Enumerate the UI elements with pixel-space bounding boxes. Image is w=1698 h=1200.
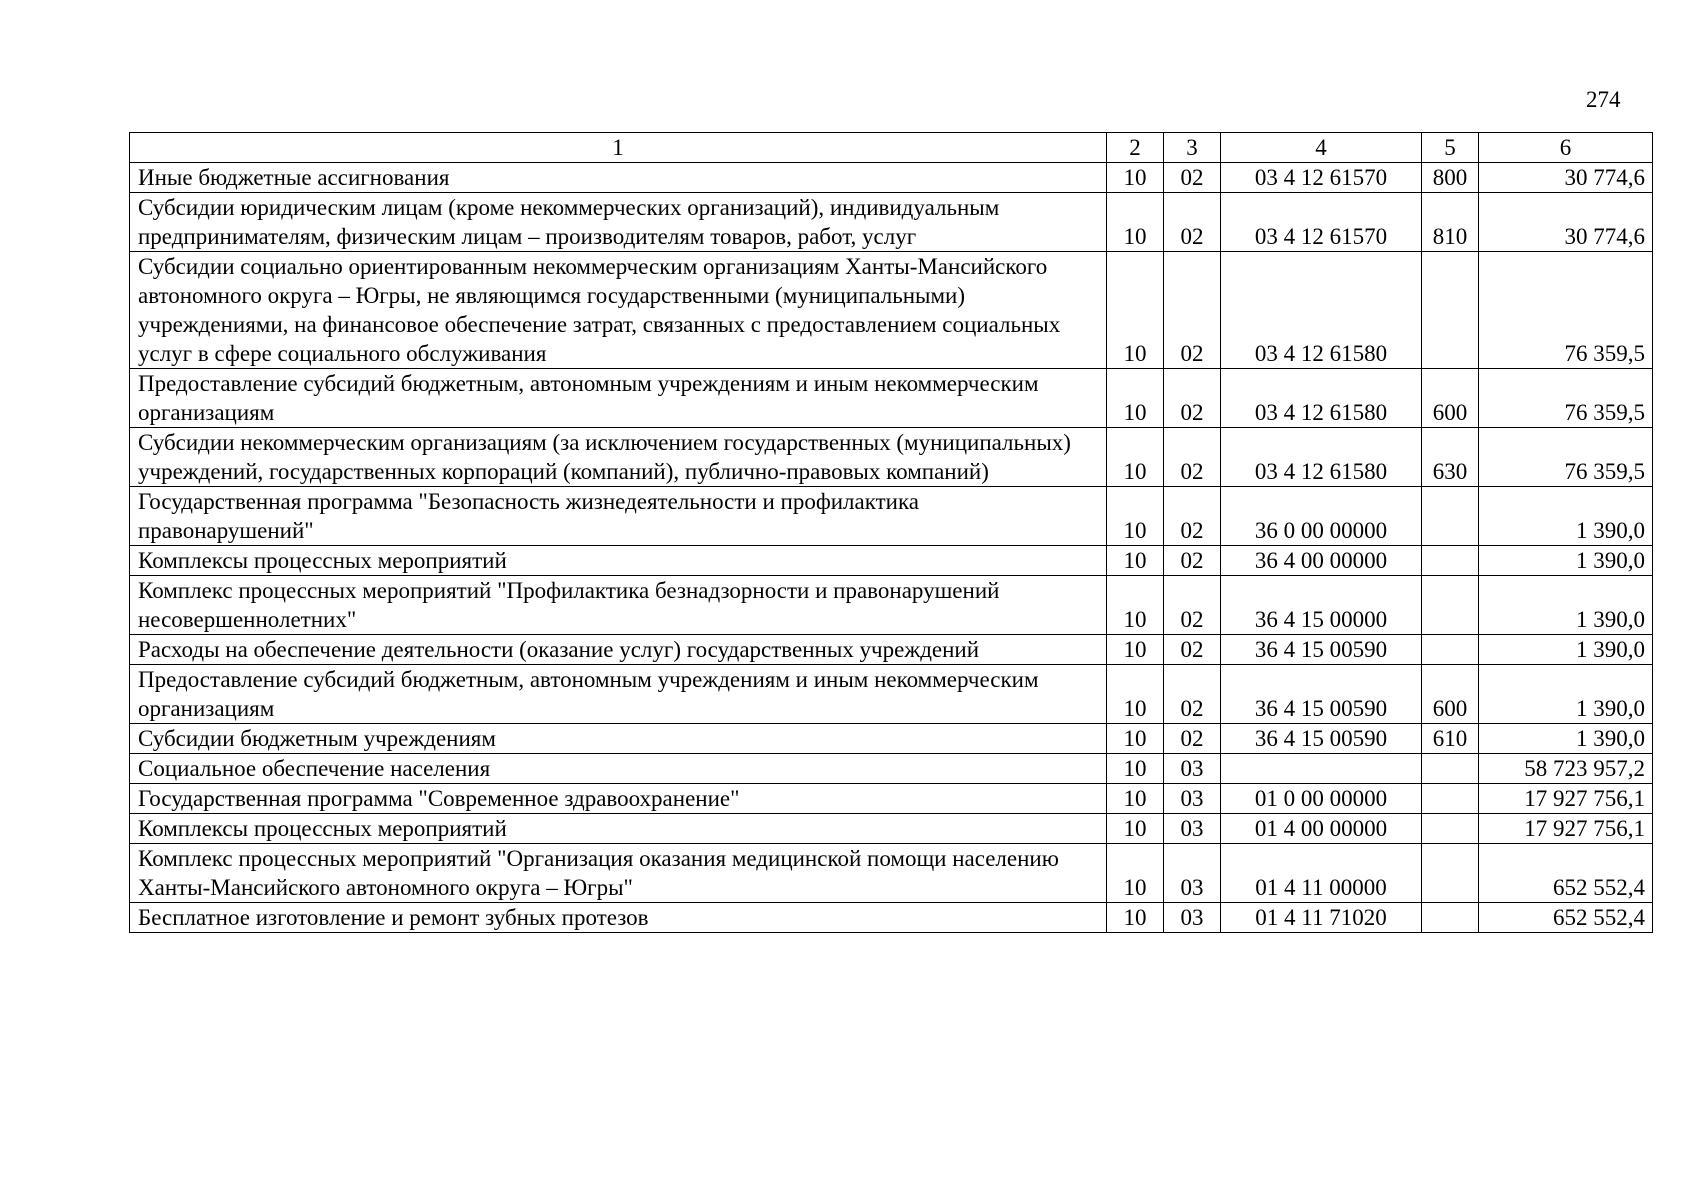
cell-amount: 652 552,4	[1479, 844, 1653, 903]
cell-section: 10	[1107, 369, 1164, 428]
cell-expense-type: 630	[1422, 428, 1479, 487]
table-row	[130, 546, 1653, 576]
table-row	[130, 814, 1653, 844]
table-row	[130, 163, 1653, 193]
cell-amount: 1 390,0	[1479, 724, 1653, 754]
cell-name: Социальное обеспечение населения	[130, 754, 1107, 784]
cell-amount: 76 359,5	[1479, 369, 1653, 428]
cell-expense-type	[1422, 754, 1479, 784]
cell-subsection: 02	[1164, 193, 1221, 252]
cell-name: Расходы на обеспечение деятельности (оказание услуг) государственных учреждений	[130, 635, 1107, 665]
cell-subsection: 02	[1164, 635, 1221, 665]
cell-target-article: 36 0 00 00000	[1221, 487, 1422, 546]
cell-name: Субсидии некоммерческим организациям (за исключением государственных (муниципальных) учреждений, государственных корпораций (компаний), публично-правовых компаний)	[130, 428, 1107, 487]
cell-subsection: 03	[1164, 903, 1221, 933]
cell-expense-type: 600	[1422, 665, 1479, 724]
cell-expense-type	[1422, 487, 1479, 546]
cell-target-article: 36 4 15 00590	[1221, 635, 1422, 665]
cell-target-article: 03 4 12 61570	[1221, 163, 1422, 193]
table-row	[130, 635, 1653, 665]
cell-target-article: 03 4 12 61580	[1221, 428, 1422, 487]
cell-target-article: 36 4 15 00590	[1221, 665, 1422, 724]
cell-expense-type	[1422, 546, 1479, 576]
cell-name: Иные бюджетные ассигнования	[130, 163, 1107, 193]
table-row	[130, 576, 1653, 635]
cell-expense-type: 810	[1422, 193, 1479, 252]
cell-target-article: 36 4 15 00000	[1221, 576, 1422, 635]
cell-expense-type	[1422, 814, 1479, 844]
cell-expense-type	[1422, 903, 1479, 933]
cell-subsection: 02	[1164, 428, 1221, 487]
table-row	[130, 193, 1653, 252]
column-header-target-article: 4	[1221, 133, 1422, 163]
cell-name: Государственная программа "Современное здравоохранение"	[130, 784, 1107, 814]
cell-subsection: 02	[1164, 724, 1221, 754]
table-row	[130, 428, 1653, 487]
table-row	[130, 665, 1653, 724]
cell-section: 10	[1107, 635, 1164, 665]
cell-amount: 1 390,0	[1479, 635, 1653, 665]
cell-subsection: 03	[1164, 814, 1221, 844]
cell-section: 10	[1107, 665, 1164, 724]
cell-expense-type: 600	[1422, 369, 1479, 428]
cell-name: Государственная программа "Безопасность жизнедеятельности и профилактика правонарушений"	[130, 487, 1107, 546]
cell-section: 10	[1107, 844, 1164, 903]
cell-subsection: 03	[1164, 754, 1221, 784]
cell-section: 10	[1107, 903, 1164, 933]
cell-section: 10	[1107, 754, 1164, 784]
column-header-expense-type: 5	[1422, 133, 1479, 163]
column-header-subsection: 3	[1164, 133, 1221, 163]
cell-amount: 76 359,5	[1479, 428, 1653, 487]
cell-amount: 17 927 756,1	[1479, 784, 1653, 814]
table-row	[130, 844, 1653, 903]
cell-amount: 30 774,6	[1479, 193, 1653, 252]
table-row	[130, 903, 1653, 933]
cell-amount: 76 359,5	[1479, 252, 1653, 369]
cell-amount: 1 390,0	[1479, 487, 1653, 546]
cell-target-article: 01 4 11 71020	[1221, 903, 1422, 933]
cell-target-article	[1221, 754, 1422, 784]
cell-section: 10	[1107, 576, 1164, 635]
cell-name: Предоставление субсидий бюджетным, автономным учреждениям и иным некоммерческим организациям	[130, 369, 1107, 428]
cell-target-article: 03 4 12 61570	[1221, 193, 1422, 252]
table-row	[130, 784, 1653, 814]
cell-subsection: 02	[1164, 546, 1221, 576]
cell-name: Предоставление субсидий бюджетным, автономным учреждениям и иным некоммерческим организациям	[130, 665, 1107, 724]
cell-subsection: 02	[1164, 576, 1221, 635]
cell-target-article: 03 4 12 61580	[1221, 252, 1422, 369]
cell-subsection: 02	[1164, 252, 1221, 369]
cell-expense-type	[1422, 784, 1479, 814]
table-row	[130, 724, 1653, 754]
cell-subsection: 03	[1164, 844, 1221, 903]
cell-name: Субсидии социально ориентированным некоммерческим организациям Ханты-Мансийского автономного округа – Югры, не являющимся государственными (муниципальными) учреждениями, на финансовое обеспечение затрат, связанных с предоставлением социальных услуг в сфере социального обслуживания	[130, 252, 1107, 369]
cell-target-article: 36 4 15 00590	[1221, 724, 1422, 754]
cell-subsection: 02	[1164, 665, 1221, 724]
cell-section: 10	[1107, 428, 1164, 487]
cell-expense-type	[1422, 844, 1479, 903]
cell-section: 10	[1107, 724, 1164, 754]
cell-amount: 1 390,0	[1479, 546, 1653, 576]
cell-name: Комплекс процессных мероприятий "Профилактика безнадзорности и правонарушений несовершеннолетних"	[130, 576, 1107, 635]
cell-target-article: 03 4 12 61580	[1221, 369, 1422, 428]
cell-amount: 652 552,4	[1479, 903, 1653, 933]
cell-subsection: 02	[1164, 369, 1221, 428]
cell-section: 10	[1107, 193, 1164, 252]
cell-subsection: 02	[1164, 163, 1221, 193]
cell-expense-type: 610	[1422, 724, 1479, 754]
cell-target-article: 01 0 00 00000	[1221, 784, 1422, 814]
cell-expense-type	[1422, 252, 1479, 369]
table-row	[130, 487, 1653, 546]
cell-name: Комплексы процессных мероприятий	[130, 546, 1107, 576]
cell-target-article: 01 4 00 00000	[1221, 814, 1422, 844]
table-row	[130, 754, 1653, 784]
page-number: 274	[1586, 87, 1621, 112]
table-row	[130, 369, 1653, 428]
column-header-amount: 6	[1479, 133, 1653, 163]
cell-section: 10	[1107, 252, 1164, 369]
table-row	[130, 252, 1653, 369]
table-header-row	[130, 133, 1653, 163]
column-header-section: 2	[1107, 133, 1164, 163]
budget-table	[129, 132, 1653, 933]
cell-expense-type: 800	[1422, 163, 1479, 193]
cell-name: Комплексы процессных мероприятий	[130, 814, 1107, 844]
cell-section: 10	[1107, 487, 1164, 546]
cell-amount: 17 927 756,1	[1479, 814, 1653, 844]
cell-target-article: 36 4 00 00000	[1221, 546, 1422, 576]
cell-section: 10	[1107, 546, 1164, 576]
cell-expense-type	[1422, 635, 1479, 665]
cell-target-article: 01 4 11 00000	[1221, 844, 1422, 903]
cell-section: 10	[1107, 784, 1164, 814]
cell-subsection: 03	[1164, 784, 1221, 814]
cell-amount: 1 390,0	[1479, 576, 1653, 635]
cell-amount: 30 774,6	[1479, 163, 1653, 193]
cell-section: 10	[1107, 163, 1164, 193]
column-header-name: 1	[130, 133, 1107, 163]
cell-name: Субсидии юридическим лицам (кроме некоммерческих организаций), индивидуальным предпринимателям, физическим лицам – производителям товаров, работ, услуг	[130, 193, 1107, 252]
cell-name: Комплекс процессных мероприятий "Организация оказания медицинской помощи населению Ханты-Мансийского автономного округа – Югры"	[130, 844, 1107, 903]
cell-subsection: 02	[1164, 487, 1221, 546]
cell-amount: 1 390,0	[1479, 665, 1653, 724]
cell-name: Бесплатное изготовление и ремонт зубных протезов	[130, 903, 1107, 933]
cell-name: Субсидии бюджетным учреждениям	[130, 724, 1107, 754]
cell-expense-type	[1422, 576, 1479, 635]
cell-amount: 58 723 957,2	[1479, 754, 1653, 784]
cell-section: 10	[1107, 814, 1164, 844]
